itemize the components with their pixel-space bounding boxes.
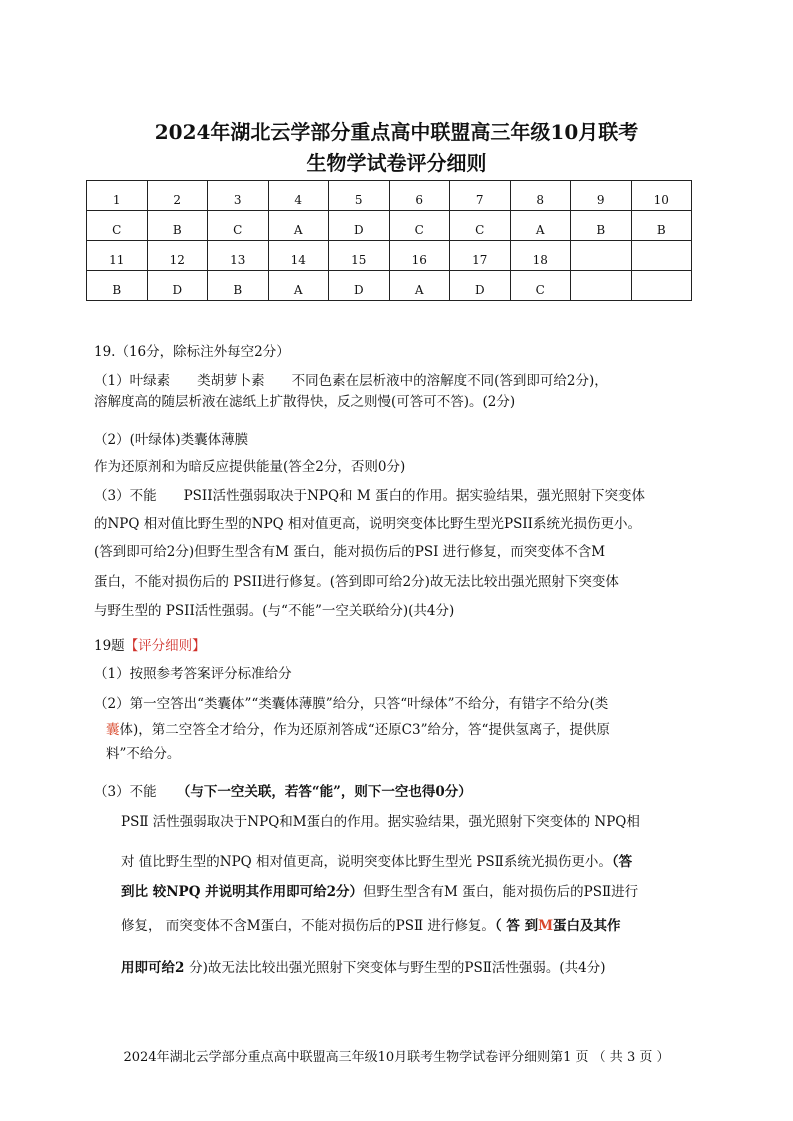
table-cell: 11 <box>87 241 148 271</box>
table-row-answers-2 <box>87 271 692 301</box>
table-cell: C <box>208 211 269 241</box>
rubric-item-3-line5 <box>121 958 606 978</box>
table-cell <box>571 241 632 271</box>
table-cell: B <box>631 211 692 241</box>
table-cell: 5 <box>329 181 390 211</box>
table-cell: D <box>329 211 390 241</box>
table-cell: A <box>268 271 329 301</box>
table-cell: A <box>268 211 329 241</box>
rubric-item-3-line2 <box>121 852 632 872</box>
table-cell <box>631 271 692 301</box>
rubric-item-3-line3-bold: 到比 较NPQ 并说明其作用即可给2分） <box>121 884 364 900</box>
table-row-numbers-2 <box>87 241 692 271</box>
table-cell: 12 <box>147 241 208 271</box>
table-cell: B <box>208 271 269 301</box>
rubric-heading-bracket: 【评分细则】 <box>124 638 206 654</box>
table-cell: C <box>450 211 511 241</box>
q19-part3-line4: 蛋白，不能对损伤后的 PSII进行修复。(答到即可给2分)故无法比较出强光照射下突变体 <box>94 574 619 590</box>
table-cell: B <box>147 211 208 241</box>
q19-part1-line1: （1）叶绿素 类胡萝卜素 不同色素在层析液中的溶解度不同(答到即可给2分)， <box>94 373 608 389</box>
q19-part3-line5: 与野生型的 PSII活性强弱。(与“不能”一空关联给分)(共4分) <box>94 603 455 619</box>
page-title: 2024年湖北云学部分重点高中联盟高三年级10月联考 <box>154 120 639 144</box>
rubric-item-3-line5-bold: 用即可给2 <box>121 960 190 976</box>
q19-part3-line3: (答到即可给2分)但野生型含有M 蛋白，能对损伤后的PSI 进行修复，而突变体不含M <box>94 544 606 560</box>
table-cell: 4 <box>268 181 329 211</box>
rubric-heading <box>94 636 206 656</box>
table-cell: A <box>510 211 571 241</box>
table-cell: 14 <box>268 241 329 271</box>
page-subtitle: 生物学试卷评分细则 <box>306 151 487 175</box>
answer-table <box>86 180 692 301</box>
rubric-item-3-header <box>94 782 472 802</box>
table-cell: 6 <box>389 181 450 211</box>
table-cell: D <box>329 271 390 301</box>
rubric-item-3-note: （与下一空关联，若答“能”，则下一空也得0分） <box>183 784 472 800</box>
table-cell: 17 <box>450 241 511 271</box>
rubric-item-3-line1: PSⅡ 活性强弱取决于NPQ和M蛋白的作用。据实验结果，强光照射下突变体的 NPQ相 <box>121 814 640 830</box>
table-row-numbers-1 <box>87 181 692 211</box>
table-cell: 7 <box>450 181 511 211</box>
table-cell: C <box>389 211 450 241</box>
table-cell: C <box>510 271 571 301</box>
typo-highlight-char: 囊 <box>106 722 120 738</box>
rubric-item-3-line4-red: M <box>538 918 554 934</box>
table-cell: B <box>87 271 148 301</box>
q19-header: 19.（16分，除标注外每空2分） <box>94 344 290 360</box>
table-cell: 18 <box>510 241 571 271</box>
table-cell: 13 <box>208 241 269 271</box>
rubric-item-3-line4-text: 修复， 而突变体不含M蛋白，不能对损伤后的PSⅡ 进行修复。 <box>121 918 495 934</box>
q19-part3-line1: （3）不能 PSII活性强弱取决于NPQ和 M 蛋白的作用。据实验结果，强光照射下突变体 <box>94 488 645 504</box>
table-cell: 16 <box>389 241 450 271</box>
table-cell: C <box>87 211 148 241</box>
table-cell: 9 <box>571 181 632 211</box>
table-cell: 8 <box>510 181 571 211</box>
rubric-item-2-line1: （2）第一空答出“类囊体”“类囊体薄膜”给分，只答“叶绿体”不给分，有错字不给分(类 <box>94 696 609 712</box>
rubric-item-3-line4 <box>121 916 621 936</box>
rubric-item-3-line3-text: 但野生型含有M 蛋白，能对损伤后的PSⅡ进行 <box>363 884 639 900</box>
table-cell: 2 <box>147 181 208 211</box>
table-cell: 15 <box>329 241 390 271</box>
rubric-heading-prefix: 19题 <box>94 638 125 654</box>
table-cell: D <box>147 271 208 301</box>
rubric-item-3-line4-bold2: 蛋白及其作 <box>553 918 621 934</box>
table-cell: 1 <box>87 181 148 211</box>
rubric-item-2-line2-text: 体)，第二空答全才给分，作为还原剂答成“还原C3”给分，答“提供氢离子，提供原 <box>119 722 610 738</box>
q19-part3-line2: 的NPQ 相对值比野生型的NPQ 相对值更高，说明突变体比野生型光PSII系统光损伤更小。 <box>94 516 642 532</box>
rubric-item-3-line3 <box>121 882 638 902</box>
table-cell: A <box>389 271 450 301</box>
rubric-item-3-line5-text: 分)故无法比较出强光照射下突变体与野生型的PSⅡ活性强弱。(共4分) <box>189 960 606 976</box>
table-row-answers-1 <box>87 211 692 241</box>
rubric-item-3-line4-bold: （ 答 到 <box>494 918 539 934</box>
table-cell: 3 <box>208 181 269 211</box>
table-cell <box>631 241 692 271</box>
rubric-item-2-line3: 料”不给分。 <box>106 746 181 762</box>
table-cell: D <box>450 271 511 301</box>
page-footer: 2024年湖北云学部分重点高中联盟高三年级10月联考生物学试卷评分细则第1 页 （ 共 3 页 ） <box>123 1050 670 1065</box>
table-cell: B <box>571 211 632 241</box>
rubric-item-3-prefix: （3）不能 <box>94 784 184 800</box>
q19-part1-line2: 溶解度高的随层析液在滤纸上扩散得快，反之则慢(可答可不答)。(2分) <box>94 394 516 410</box>
table-cell <box>571 271 632 301</box>
rubric-item-1: （1）按照参考答案评分标准给分 <box>94 666 292 682</box>
rubric-item-2-line2 <box>106 720 610 740</box>
q19-part2-line1: （2）(叶绿体)类囊体薄膜 <box>94 432 249 448</box>
q19-part2-line2: 作为还原剂和为暗反应提供能量(答全2分，否则0分) <box>94 459 406 475</box>
rubric-item-3-line2-bold: （答 <box>611 854 633 870</box>
table-cell: 10 <box>631 181 692 211</box>
rubric-item-3-line2-text: 对 值比野生型的NPQ 相对值更高，说明突变体比野生型光 PSⅡ系统光损伤更小。 <box>121 854 612 870</box>
